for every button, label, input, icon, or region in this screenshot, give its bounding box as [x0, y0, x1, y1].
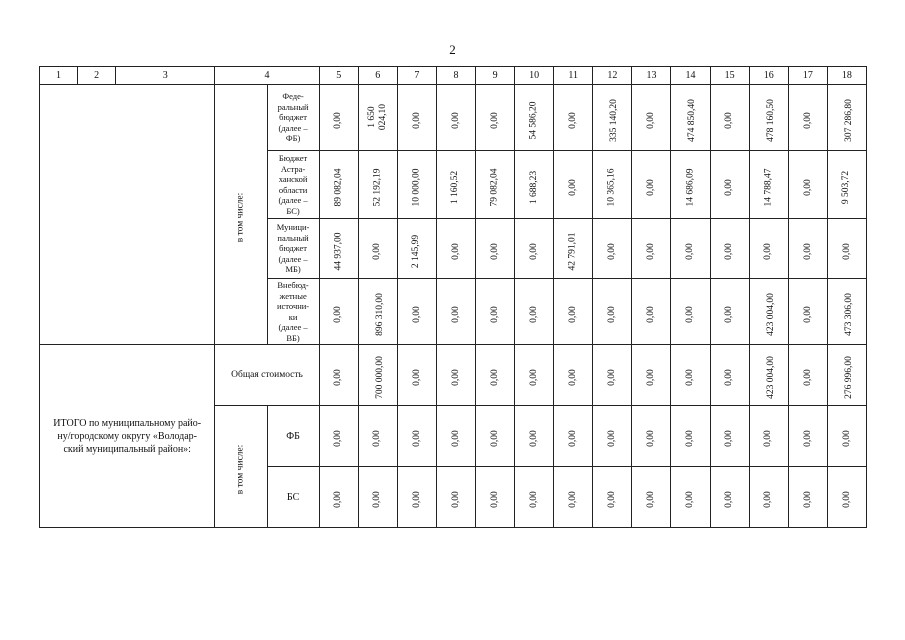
- value-cell: [710, 219, 749, 279]
- value-cell-text: 0,00: [567, 430, 578, 447]
- value-cell: [554, 467, 593, 528]
- value-cell-text: 0,00: [802, 430, 813, 447]
- header-cell: 5: [319, 67, 358, 85]
- value-cell-text: 1 688,23: [528, 170, 539, 204]
- value-cell: [710, 467, 749, 528]
- value-cell-text: 0,00: [489, 430, 500, 447]
- value-cell: [554, 151, 593, 219]
- source-label: Феде- ральный бюджет (далее – ФБ): [267, 85, 319, 151]
- value-cell-text: 0,00: [606, 430, 617, 447]
- value-cell-text: 0,00: [841, 491, 852, 508]
- value-cell-text: 474 850,40: [687, 98, 698, 142]
- value-cell-text: 423 004,00: [765, 356, 776, 399]
- value-cell-text: 0,00: [411, 430, 422, 447]
- value-cell: [515, 219, 554, 279]
- value-cell-text: 0,00: [724, 491, 735, 508]
- value-cell: [476, 85, 515, 151]
- value-cell: [710, 85, 749, 151]
- value-cell-text: 89 082,04: [333, 168, 344, 206]
- value-cell-text: 0,00: [802, 242, 813, 260]
- value-cell: [710, 151, 749, 219]
- value-cell-text: 0,00: [372, 242, 383, 260]
- value-cell-text: 0,00: [645, 242, 656, 260]
- value-cell: [593, 406, 632, 467]
- value-cell: [436, 219, 475, 279]
- value-cell-text: 0,00: [528, 430, 539, 447]
- value-cell: [358, 345, 397, 406]
- value-cell-text: 1 160,52: [450, 170, 461, 204]
- value-cell: [632, 219, 671, 279]
- value-cell: [593, 279, 632, 345]
- value-cell: [436, 85, 475, 151]
- value-cell: [671, 406, 710, 467]
- value-cell: [632, 279, 671, 345]
- header-cell: 2: [78, 67, 116, 85]
- value-cell-text: 0,00: [802, 491, 813, 508]
- header-cell: 10: [515, 67, 554, 85]
- value-cell-text: 0,00: [645, 430, 656, 447]
- header-cell: 3: [116, 67, 215, 85]
- header-cell: 8: [436, 67, 475, 85]
- value-cell: [319, 151, 358, 219]
- value-cell: [788, 279, 827, 345]
- value-cell: [515, 406, 554, 467]
- value-cell: [436, 151, 475, 219]
- value-cell: [593, 467, 632, 528]
- value-cell-text: 0,00: [567, 491, 578, 508]
- value-cell-text: 0,00: [489, 369, 500, 386]
- value-cell: [749, 467, 788, 528]
- value-cell: [593, 345, 632, 406]
- value-cell: [515, 467, 554, 528]
- value-cell-text: 0,00: [802, 369, 813, 386]
- value-cell: [515, 151, 554, 219]
- value-cell: [319, 345, 358, 406]
- value-cell: [710, 406, 749, 467]
- value-cell-text: 0,00: [763, 491, 774, 508]
- value-cell-text: 42 791,01: [567, 232, 578, 270]
- value-cell-text: 0,00: [606, 491, 617, 508]
- header-cell: 11: [554, 67, 593, 85]
- value-cell-text: 0,00: [645, 178, 656, 196]
- value-cell-text: 0,00: [333, 491, 344, 508]
- value-cell-text: 0,00: [567, 369, 578, 386]
- value-cell-text: 307 286,80: [843, 98, 854, 142]
- value-cell: [632, 151, 671, 219]
- value-cell: [358, 151, 397, 219]
- value-cell: [593, 151, 632, 219]
- value-cell-text: 0,00: [645, 111, 656, 129]
- value-cell-text: 0,00: [333, 305, 344, 323]
- value-cell-text: 0,00: [372, 491, 383, 508]
- value-cell: [319, 406, 358, 467]
- value-cell-text: 0,00: [489, 111, 500, 129]
- general-cost-label: Общая стоимость: [215, 345, 319, 406]
- value-cell-text: 0,00: [411, 369, 422, 386]
- header-cell: 15: [710, 67, 749, 85]
- value-cell: [397, 279, 436, 345]
- value-cell: [554, 219, 593, 279]
- value-cell: [515, 85, 554, 151]
- value-cell: [788, 219, 827, 279]
- value-cell: [749, 85, 788, 151]
- value-cell-text: 0,00: [606, 369, 617, 386]
- header-cell: 12: [593, 67, 632, 85]
- value-cell-text: 0,00: [411, 491, 422, 508]
- value-cell-text: 0,00: [333, 430, 344, 447]
- value-cell-text: 478 160,50: [765, 98, 776, 142]
- value-cell-text: 0,00: [802, 305, 813, 323]
- header-cell: 9: [476, 67, 515, 85]
- breakdown-label: ФБ: [267, 406, 319, 467]
- value-cell: [827, 219, 866, 279]
- value-cell: [671, 219, 710, 279]
- value-cell: [358, 279, 397, 345]
- value-cell: [671, 151, 710, 219]
- value-cell: [671, 345, 710, 406]
- value-cell: [319, 219, 358, 279]
- value-cell-text: 473 306,00: [843, 292, 854, 336]
- source-label: Муници- пальный бюджет (далее – МБ): [267, 219, 319, 279]
- value-cell: [476, 467, 515, 528]
- value-cell: [319, 279, 358, 345]
- value-cell: [515, 345, 554, 406]
- value-cell: [358, 467, 397, 528]
- header-cell: 13: [632, 67, 671, 85]
- value-cell-text: 0,00: [724, 178, 735, 196]
- value-cell-text: 0,00: [685, 305, 696, 323]
- value-cell: [788, 406, 827, 467]
- value-cell: [593, 219, 632, 279]
- value-cell: [749, 345, 788, 406]
- value-cell: [554, 279, 593, 345]
- value-cell: [632, 85, 671, 151]
- value-cell-text: 0,00: [685, 430, 696, 447]
- value-cell-text: 0,00: [411, 305, 422, 323]
- value-cell-text: 10 365,16: [606, 168, 617, 206]
- value-cell-text: 1 650 024,10: [366, 103, 388, 131]
- value-cell: [358, 219, 397, 279]
- value-cell: [397, 467, 436, 528]
- value-cell: [358, 85, 397, 151]
- value-cell: [671, 279, 710, 345]
- value-cell: [476, 406, 515, 467]
- header-cell: 1: [40, 67, 78, 85]
- value-cell: [632, 406, 671, 467]
- value-cell-text: 0,00: [372, 430, 383, 447]
- header-cell: 16: [749, 67, 788, 85]
- value-cell: [397, 345, 436, 406]
- header-cell: 17: [788, 67, 827, 85]
- value-cell-text: 0,00: [802, 178, 813, 196]
- value-cell: [827, 467, 866, 528]
- source-label: Внебюд- жетные источни- ки (далее – ВБ): [267, 279, 319, 345]
- value-cell-text: 0,00: [685, 369, 696, 386]
- value-cell: [827, 406, 866, 467]
- value-cell-text: 79 082,04: [489, 168, 500, 206]
- value-cell-text: 9 503,72: [841, 170, 852, 204]
- value-cell: [632, 345, 671, 406]
- value-cell-text: 14 788,47: [763, 168, 774, 206]
- value-cell: [319, 85, 358, 151]
- value-cell: [397, 406, 436, 467]
- in-that-number-text: в том числе:: [235, 192, 246, 242]
- value-cell-text: 0,00: [450, 430, 461, 447]
- value-cell: [476, 279, 515, 345]
- value-cell-text: 54 586,20: [528, 101, 539, 139]
- value-cell-text: 10 000,00: [411, 168, 422, 206]
- value-cell: [554, 406, 593, 467]
- value-cell-text: 0,00: [645, 305, 656, 323]
- total-general-row: [40, 345, 867, 406]
- value-cell-text: 0,00: [489, 305, 500, 323]
- value-cell: [749, 219, 788, 279]
- value-cell-text: 0,00: [528, 369, 539, 386]
- value-cell: [593, 85, 632, 151]
- source-row: [40, 85, 867, 151]
- value-cell-text: 0,00: [685, 491, 696, 508]
- value-cell: [671, 467, 710, 528]
- value-cell: [788, 151, 827, 219]
- value-cell: [319, 467, 358, 528]
- value-cell: [397, 151, 436, 219]
- value-cell: [436, 406, 475, 467]
- value-cell-text: 0,00: [567, 178, 578, 196]
- value-cell-text: 0,00: [450, 305, 461, 323]
- value-cell-text: 335 140,20: [609, 98, 620, 142]
- value-cell-text: 0,00: [841, 242, 852, 260]
- value-cell: [554, 85, 593, 151]
- value-cell-text: 0,00: [489, 242, 500, 260]
- value-cell: [827, 279, 866, 345]
- value-cell-text: 0,00: [645, 369, 656, 386]
- value-cell: [710, 279, 749, 345]
- value-cell: [827, 345, 866, 406]
- value-cell: [632, 467, 671, 528]
- value-cell-text: 0,00: [567, 111, 578, 129]
- value-cell-text: 0,00: [567, 305, 578, 323]
- value-cell: [827, 85, 866, 151]
- value-cell: [397, 219, 436, 279]
- header-cell: 6: [358, 67, 397, 85]
- header-cell: 7: [397, 67, 436, 85]
- value-cell-text: 0,00: [528, 305, 539, 323]
- value-cell-text: 0,00: [724, 111, 735, 129]
- value-cell-text: 0,00: [763, 430, 774, 447]
- value-cell: [436, 345, 475, 406]
- value-cell: [476, 345, 515, 406]
- value-cell: [710, 345, 749, 406]
- value-cell-text: 44 937,00: [333, 232, 344, 270]
- value-cell: [476, 219, 515, 279]
- value-cell: [436, 279, 475, 345]
- value-cell: [515, 279, 554, 345]
- breakdown-label: БС: [267, 467, 319, 528]
- value-cell-text: 0,00: [333, 111, 344, 129]
- value-cell-text: 0,00: [450, 242, 461, 260]
- value-cell-text: 276 996,00: [843, 356, 854, 399]
- in-that-number-label: [215, 406, 267, 528]
- value-cell: [749, 406, 788, 467]
- value-cell-text: 896 310,00: [374, 292, 385, 336]
- header-cell: 18: [827, 67, 866, 85]
- value-cell-text: 0,00: [724, 369, 735, 386]
- source-label: Бюджет Астра- ханской области (далее – БС): [267, 151, 319, 219]
- value-cell: [788, 85, 827, 151]
- value-cell: [788, 345, 827, 406]
- value-cell-text: 0,00: [724, 305, 735, 323]
- value-cell: [358, 406, 397, 467]
- value-cell-text: 52 192,19: [372, 168, 383, 206]
- value-cell-text: 0,00: [724, 430, 735, 447]
- value-cell-text: 0,00: [450, 111, 461, 129]
- value-cell-text: 423 004,00: [765, 292, 776, 336]
- value-cell-text: 0,00: [606, 305, 617, 323]
- value-cell-text: 700 000,00: [374, 356, 385, 399]
- value-cell-text: 2 145,99: [411, 234, 422, 268]
- header-row: [40, 67, 867, 85]
- value-cell-text: 0,00: [606, 242, 617, 260]
- value-cell-text: 0,00: [645, 491, 656, 508]
- budget-table: [39, 66, 867, 528]
- empty-merged-cell: [40, 85, 215, 345]
- value-cell: [397, 85, 436, 151]
- value-cell: [827, 151, 866, 219]
- value-cell-text: 0,00: [724, 242, 735, 260]
- value-cell-text: 0,00: [763, 242, 774, 260]
- value-cell: [788, 467, 827, 528]
- value-cell-text: 0,00: [802, 111, 813, 129]
- value-cell-text: 14 686,09: [685, 168, 696, 206]
- in-that-number-text: в том числе:: [235, 444, 246, 494]
- page-number: 2: [449, 42, 456, 57]
- value-cell-text: 0,00: [841, 430, 852, 447]
- value-cell: [671, 85, 710, 151]
- total-label: ИТОГО по муниципальному райо- ну/городскому округу «Володар- ский муниципальный район»:: [40, 345, 215, 528]
- value-cell-text: 0,00: [685, 242, 696, 260]
- value-cell-text: 0,00: [450, 369, 461, 386]
- value-cell: [749, 279, 788, 345]
- in-that-number-label: [215, 85, 267, 345]
- value-cell-text: 0,00: [450, 491, 461, 508]
- value-cell-text: 0,00: [333, 369, 344, 386]
- value-cell-text: 0,00: [528, 491, 539, 508]
- value-cell-text: 0,00: [489, 491, 500, 508]
- header-cell: 14: [671, 67, 710, 85]
- value-cell: [749, 151, 788, 219]
- value-cell: [436, 467, 475, 528]
- value-cell-text: 0,00: [411, 111, 422, 129]
- value-cell: [554, 345, 593, 406]
- value-cell: [476, 151, 515, 219]
- header-cell: 4: [215, 67, 319, 85]
- value-cell-text: 0,00: [528, 242, 539, 260]
